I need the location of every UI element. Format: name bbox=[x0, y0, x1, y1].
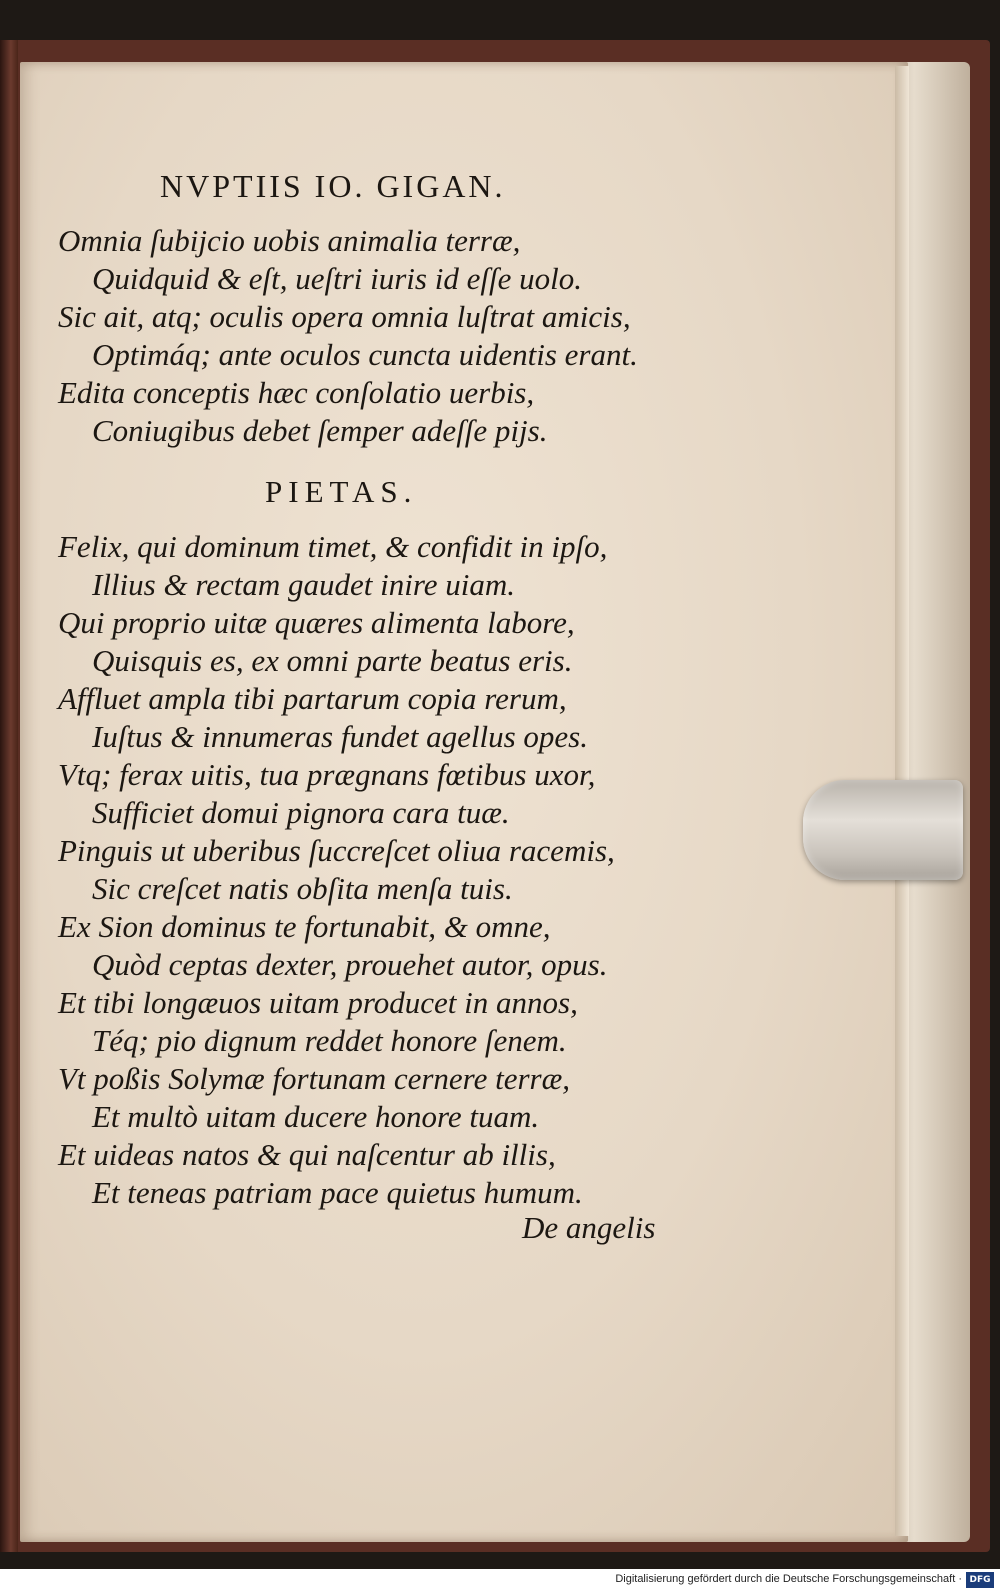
verse-line: Edita conceptis hæc conſolatio uerbis, bbox=[58, 375, 535, 410]
verse-line: Sufficiet domui pignora cara tuæ. bbox=[92, 795, 510, 830]
verse-line: Quidquid & eſt, ueſtri iuris id eſſe uolo. bbox=[92, 261, 582, 296]
verse-line: Vtq; ferax uitis, tua prægnans fœtibus uxor, bbox=[58, 757, 596, 792]
verse-line: Ex Sion dominus te fortunabit, & omne, bbox=[58, 909, 551, 944]
book-spine bbox=[0, 40, 18, 1552]
section-title: PIETAS. bbox=[265, 474, 418, 509]
verse-line: Omnia ſubijcio uobis animalia terræ, bbox=[58, 223, 521, 258]
verse-block-top bbox=[58, 222, 708, 450]
verse-block-main bbox=[58, 528, 708, 1212]
verse-line: Et multò uitam ducere honore tuam. bbox=[92, 1099, 540, 1134]
verse-line: Coniugibus debet ſemper adeſſe pijs. bbox=[92, 413, 548, 448]
verse-line: Téq; pio dignum reddet honore ſenem. bbox=[92, 1023, 567, 1058]
verse-line: Et tibi longæuos uitam producet in annos, bbox=[58, 985, 578, 1020]
dfg-logo-icon: DFG bbox=[966, 1572, 994, 1588]
catchword: De angelis bbox=[522, 1210, 656, 1245]
verse-line: Sic ait, atq; oculis opera omnia luſtrat amicis, bbox=[58, 299, 631, 334]
verse-line: Felix, qui dominum timet, & confidit in ipſo, bbox=[58, 529, 608, 564]
verse-line: Quisquis es, ex omni parte beatus eris. bbox=[92, 643, 573, 678]
verse-line: Vt poßis Solymæ fortunam cernere terræ, bbox=[58, 1061, 571, 1096]
verse-line: Iuſtus & innumeras fundet agellus opes. bbox=[92, 719, 588, 754]
running-head: NVPTIIS IO. GIGAN. bbox=[160, 168, 506, 204]
verse-line: Optimáq; ante oculos cuncta uidentis erant. bbox=[92, 337, 638, 372]
verse-line: Pinguis ut uberibus ſuccreſcet oliua racemis, bbox=[58, 833, 615, 868]
verse-line: Et uideas natos & qui naſcentur ab illis, bbox=[58, 1137, 556, 1172]
verse-line: Qui proprio uitæ quæres alimenta labore, bbox=[58, 605, 575, 640]
verse-line: Affluet ampla tibi partarum copia rerum, bbox=[58, 681, 567, 716]
footer-bar bbox=[0, 1569, 1000, 1593]
verse-line: Quòd ceptas dexter, prouehet autor, opus. bbox=[92, 947, 608, 982]
clasp-icon bbox=[803, 780, 963, 880]
verse-line: Et teneas patriam pace quietus humum. bbox=[92, 1175, 583, 1210]
funding-credit: Digitalisierung gefördert durch die Deutsche Forschungsgemeinschaft · bbox=[615, 1573, 962, 1585]
verse-line: Illius & rectam gaudet inire uiam. bbox=[92, 567, 516, 602]
verse-line: Sic creſcet natis obſita menſa tuis. bbox=[92, 871, 513, 906]
